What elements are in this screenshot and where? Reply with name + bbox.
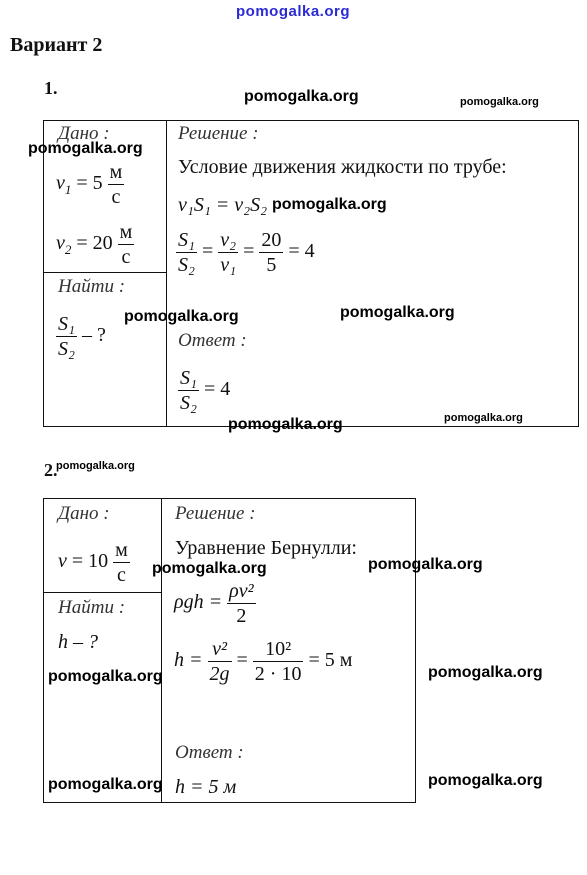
- watermark: pomogalka.org: [28, 140, 143, 157]
- watermark: pomogalka.org: [48, 776, 163, 793]
- watermark-top: pomogalka.org: [236, 3, 351, 20]
- problem-1-find-label: Найти :: [58, 276, 126, 297]
- problem-1-divider: [166, 120, 167, 426]
- problem-1-equation: v₁S₁ = v₂S₂: [178, 194, 268, 216]
- problem-2-answer-label: Ответ :: [175, 742, 244, 763]
- problem-2-number: 2.: [44, 460, 58, 480]
- problem-2-divider: [161, 498, 162, 802]
- watermark: pomogalka.org: [272, 196, 387, 213]
- problem-2-find-label: Найти :: [58, 597, 126, 618]
- problem-1-v2: $v_2 = 20$ $\frac{м}{с}$: [56, 221, 133, 268]
- watermark: pomogalka.org: [460, 96, 539, 108]
- problem-2-v: v = 10 $\frac{м}{с}$: [58, 539, 128, 586]
- watermark: pomogalka.org: [244, 88, 359, 105]
- problem-1-answer: $\frac{\text{S₁}}{\text{S₂}}$ = 4: [180, 367, 231, 414]
- problem-1-ratio: $\frac{\text{S₁}}{\text{S₂}}$ = $\frac{\text{v₂}}{\text{v₁}}$ = $\frac{20}{5}$ = 4: [178, 229, 315, 276]
- watermark: pomogalka.org: [48, 668, 163, 685]
- problem-2-solution-label: Решение :: [175, 503, 256, 524]
- watermark: pomogalka.org: [152, 560, 267, 577]
- watermark: pomogalka.org: [368, 556, 483, 573]
- problem-2-find-expression: h – ?: [58, 631, 98, 653]
- problem-1-number: 1.: [44, 78, 58, 98]
- watermark: pomogalka.org: [56, 460, 135, 472]
- problem-2-given-find-divider: [43, 592, 161, 593]
- watermark: pomogalka.org: [340, 304, 455, 321]
- watermark: pomogalka.org: [228, 416, 343, 433]
- problem-2-solution-h: h = $\frac{\text{v²}}{2g}$ = $\frac{\text{10²}}{2 \cdot 10}$ = 5 м: [174, 638, 353, 685]
- variant-title: Вариант 2: [10, 34, 103, 56]
- problem-2-bernoulli: ρgh = $\frac{\text{ρv²}}{2}$: [174, 580, 254, 627]
- problem-1-v1: $v_1 = 5$ $\frac{м}{с}$: [56, 161, 123, 208]
- problem-2-given-label: Дано :: [58, 503, 110, 524]
- problem-2-equation-name: Уравнение Бернулли:: [175, 537, 357, 559]
- problem-2-answer: h = 5 м: [175, 776, 237, 798]
- watermark: pomogalka.org: [444, 412, 523, 424]
- problem-1-condition: Условие движения жидкости по трубе:: [178, 156, 507, 178]
- problem-1-answer-label: Ответ :: [178, 330, 247, 351]
- problem-1-given-find-divider: [43, 272, 166, 273]
- problem-1-given-label: Дано :: [58, 123, 110, 144]
- watermark: pomogalka.org: [428, 772, 543, 789]
- watermark: pomogalka.org: [124, 308, 239, 325]
- problem-1-solution-label: Решение :: [178, 123, 259, 144]
- watermark: pomogalka.org: [428, 664, 543, 681]
- problem-1-find-expression: $\frac{\text{S₁}}{\text{S₂}}$ – ?: [58, 313, 106, 360]
